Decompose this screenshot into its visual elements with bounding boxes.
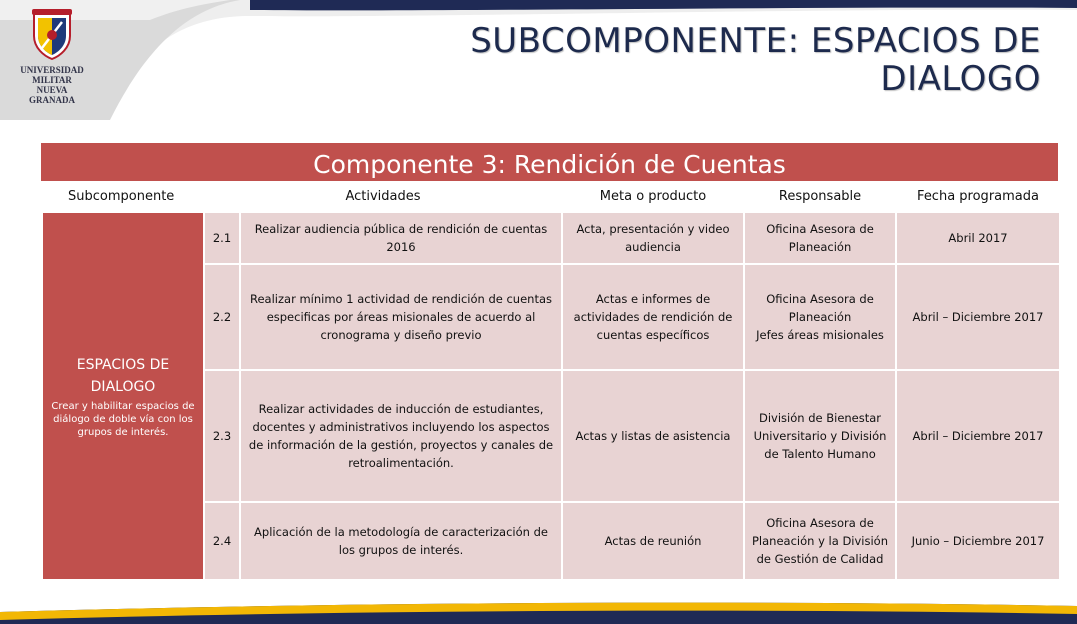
fecha-cell: Abril – Diciembre 2017 (896, 264, 1060, 370)
responsable-cell: Oficina Asesora de Planeación (744, 212, 896, 264)
row-number: 2.1 (204, 212, 240, 264)
row-number: 2.4 (204, 502, 240, 580)
meta-cell: Actas e informes de actividades de rendición de cuentas específicos (562, 264, 744, 370)
subcomponent-cell (42, 212, 204, 580)
table-header-row (42, 181, 1060, 212)
col-header-subcomponente: Subcomponente (42, 181, 204, 212)
col-header-actividades: Actividades (204, 181, 562, 212)
page-title: SUBCOMPONENTE: ESPACIOS DE DIALOGO (470, 21, 1041, 99)
col-header-responsable: Responsable (744, 181, 896, 212)
responsable-cell: División de Bienestar Universitario y División de Talento Humano (744, 370, 896, 502)
row-number: 2.3 (204, 370, 240, 502)
responsable-cell: Oficina Asesora de Planeación Jefes áreas misionales (744, 264, 896, 370)
fecha-cell: Abril 2017 (896, 212, 1060, 264)
activities-table (41, 181, 1061, 581)
university-logo (14, 8, 90, 105)
logo-name-line1: UNIVERSIDAD MILITAR (20, 65, 84, 85)
col-header-fecha: Fecha programada (896, 181, 1060, 212)
activity-cell: Realizar mínimo 1 actividad de rendición de cuentas especificas por áreas misionales de acuerdo al cronograma y diseño previo (240, 264, 562, 370)
meta-cell: Actas de reunión (562, 502, 744, 580)
subcomponent-title: ESPACIOS DE DIALOGO (76, 356, 170, 395)
subcomponent-description: Crear y habilitar espacios de diálogo de doble vía con los grupos de interés. (51, 400, 195, 438)
fecha-cell: Junio – Diciembre 2017 (896, 502, 1060, 580)
activity-cell: Aplicación de la metodología de caracterización de los grupos de interés. (240, 502, 562, 580)
component-banner: Componente 3: Rendición de Cuentas (41, 143, 1058, 181)
table-row (42, 212, 1060, 264)
meta-cell: Acta, presentación y video audiencia (562, 212, 744, 264)
logo-name-line2: NUEVA GRANADA (29, 85, 75, 105)
footer-band-decoration (0, 594, 1077, 624)
fecha-cell: Abril – Diciembre 2017 (896, 370, 1060, 502)
responsable-cell: Oficina Asesora de Planeación y la División de Gestión de Calidad (744, 502, 896, 580)
activity-cell: Realizar actividades de inducción de estudiantes, docentes y administrativos incluyendo los aspectos de información de la gestión, proyectos y canales de retroalimentación. (240, 370, 562, 502)
row-number: 2.2 (204, 264, 240, 370)
activity-cell: Realizar audiencia pública de rendición de cuentas 2016 (240, 212, 562, 264)
shield-crest-icon (30, 8, 74, 60)
meta-cell: Actas y listas de asistencia (562, 370, 744, 502)
col-header-meta: Meta o producto (562, 181, 744, 212)
